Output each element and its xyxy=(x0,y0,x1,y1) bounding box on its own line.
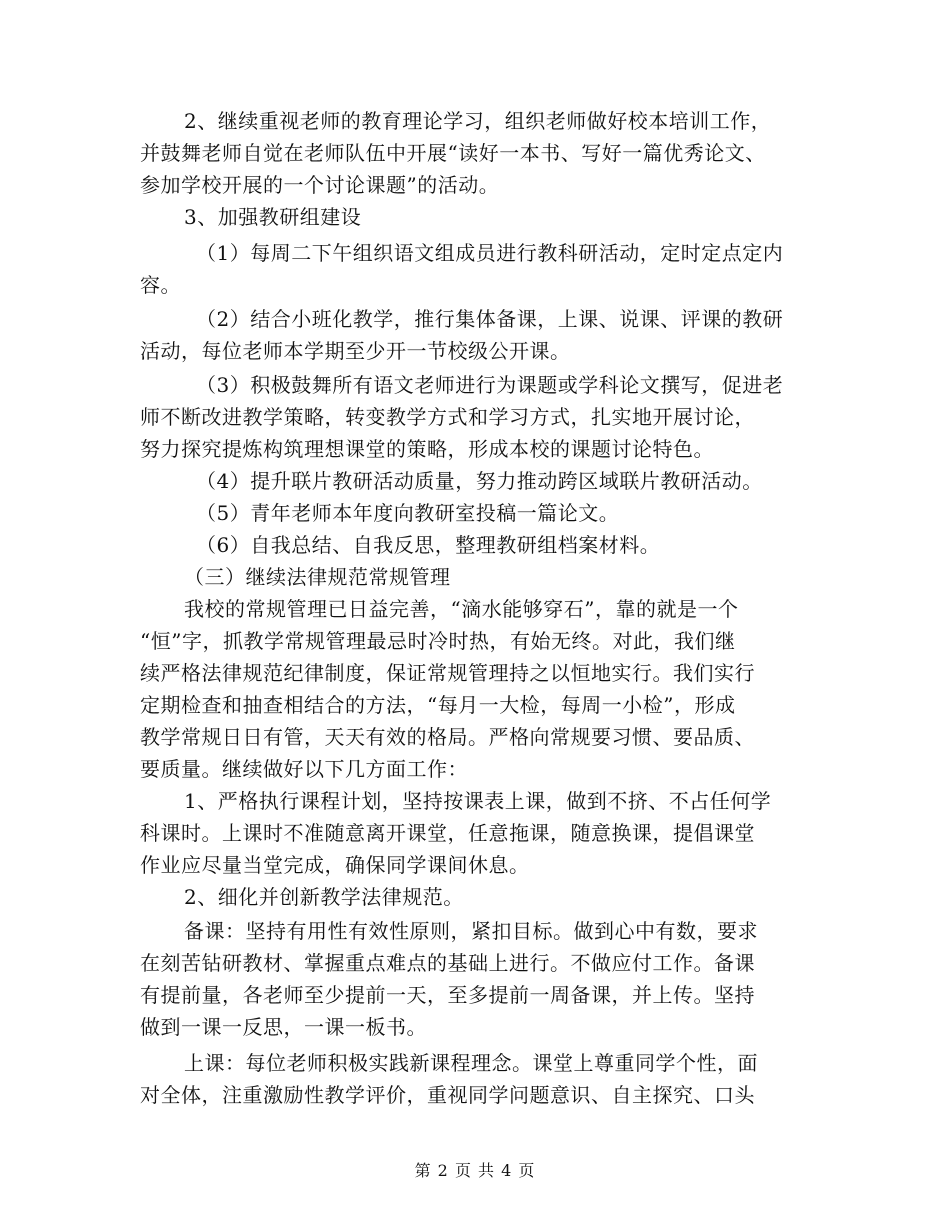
list-item-line: 努力探究提炼构筑理想课堂的策略，形成本校的课题讨论特色。 xyxy=(140,437,714,461)
document-body xyxy=(140,105,810,1111)
paragraph-line: 并鼓舞老师自觉在老师队伍中开展“读好一本书、写好一篇优秀论文、 xyxy=(140,141,766,165)
paragraph-line: 2、细化并创新教学法律规范。 xyxy=(184,885,464,909)
paragraph-line: 上课：每位老师积极实践新课程理念。课堂上尊重同学个性，面 xyxy=(184,1051,758,1075)
paragraph-line: 备课：坚持有用性有效性原则，紧扣目标。做到心中有数，要求 xyxy=(184,919,758,943)
list-item-line: （5）青年老师本年度向教研室投稿一篇论文。 xyxy=(196,501,620,525)
list-item-line: （1）每周二下午组织语文组成员进行教科研活动，定时定点定内 xyxy=(196,241,784,265)
paragraph-line: 有提前量，各老师至少提前一天，至多提前一周备课，并上传。坚持 xyxy=(140,983,755,1007)
paragraph-line: 对全体，注重激励性教学评价，重视同学问题意识、自主探究、口头 xyxy=(140,1083,755,1107)
list-item-line: （4）提升联片教研活动质量，努力推动跨区域联片教研活动。 xyxy=(196,469,763,493)
section-heading: 3、加强教研组建设 xyxy=(184,205,362,229)
paragraph-line: 我校的常规管理已日益完善，“滴水能够穿石”，靠的就是一个 xyxy=(184,597,739,621)
paragraph-line: 要质量。继续做好以下几方面工作： xyxy=(140,757,468,781)
paragraph-line: 在刻苦钻研教材、掌握重点难点的基础上进行。不做应付工作。备课 xyxy=(140,951,755,975)
paragraph-line: 1、严格执行课程计划，坚持按课表上课，做到不挤、不占任何学 xyxy=(184,789,772,813)
paragraph-line: 2、继续重视老师的教育理论学习，组织老师做好校本培训工作， xyxy=(184,109,772,133)
paragraph-line: 参加学校开展的一个讨论课题”的活动。 xyxy=(140,173,500,197)
paragraph-line: 教学常规日日有管，天天有效的格局。严格向常规要习惯、要品质、 xyxy=(140,725,755,749)
paragraph-line: 科课时。上课时不准随意离开课堂，任意拖课，随意换课，提倡课堂 xyxy=(140,821,755,845)
list-item-line: 活动，每位老师本学期至少开一节校级公开课。 xyxy=(140,339,571,363)
section-heading: （三）继续法律规范常规管理 xyxy=(184,565,451,589)
paragraph-line: “恒”字，抓教学常规管理最忌时冷时热，有始无终。对此，我们继 xyxy=(140,629,736,653)
list-item-line: （3）积极鼓舞所有语文老师进行为课题或学科论文撰写，促进老 xyxy=(196,373,784,397)
page-number-footer: 第 2 页 共 4 页 xyxy=(414,1161,536,1180)
paragraph-line: 定期检查和抽查相结合的方法，“每月一大检，每周一小检”，形成 xyxy=(140,693,736,717)
paragraph-line: 做到一课一反思，一课一板书。 xyxy=(140,1015,427,1039)
list-item-line: （2）结合小班化教学，推行集体备课，上课、说课、评课的教研 xyxy=(196,307,784,331)
paragraph-line: 续严格法律规范纪律制度，保证常规管理持之以恒地实行。我们实行 xyxy=(140,661,755,685)
list-item-line: 师不断改进教学策略，转变教学方式和学习方式，扎实地开展讨论， xyxy=(140,405,755,429)
list-item-line: （6）自我总结、自我反思，整理教研组档案材料。 xyxy=(196,533,661,557)
list-item-line: 容。 xyxy=(140,273,181,297)
paragraph-line: 作业应尽量当堂完成，确保同学课间休息。 xyxy=(140,853,530,877)
